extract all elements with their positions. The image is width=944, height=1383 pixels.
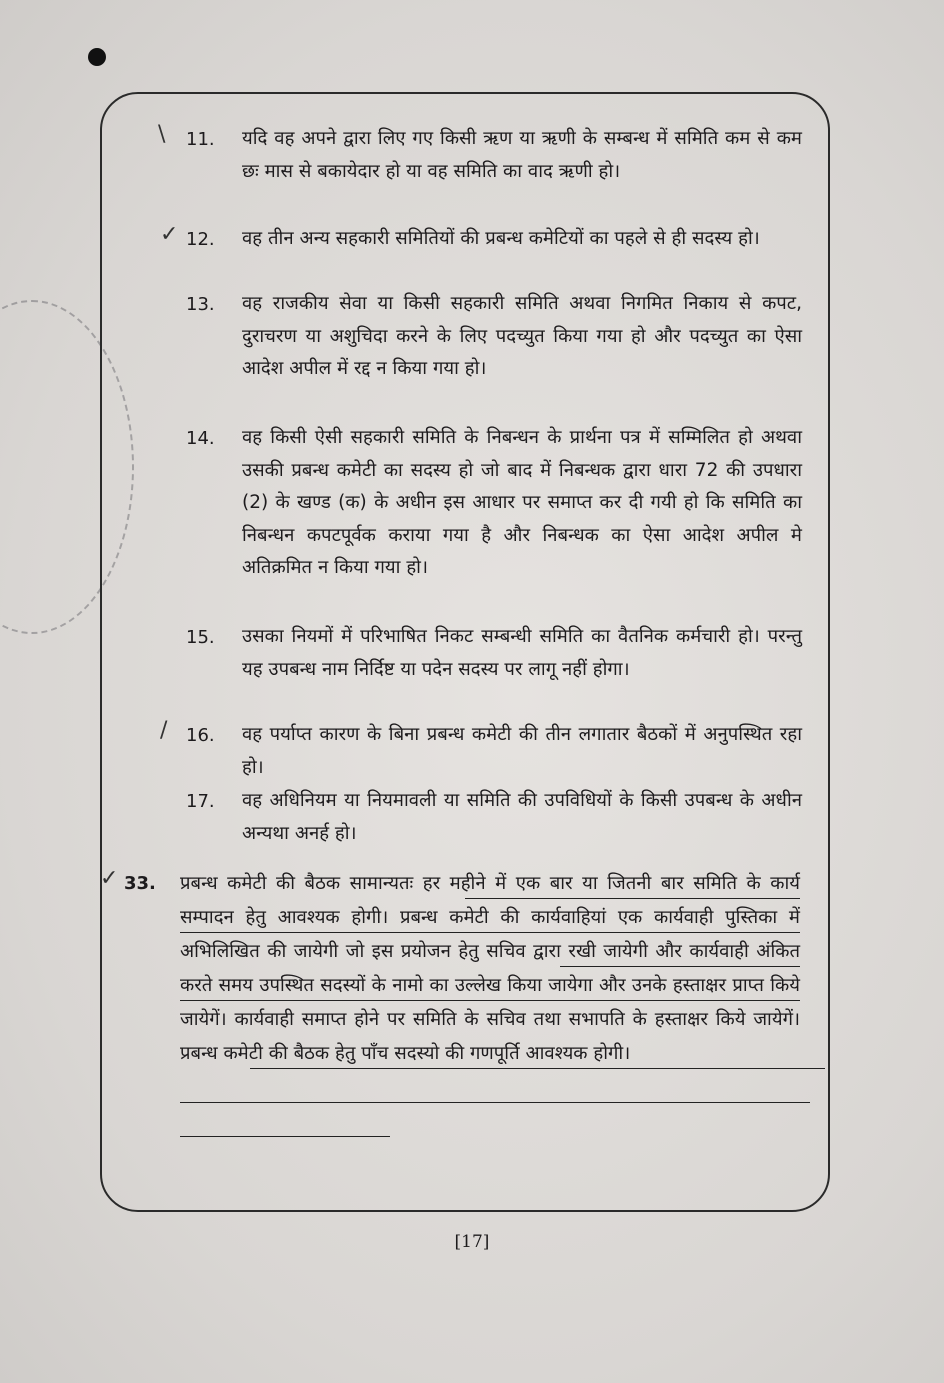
pen-underline — [560, 966, 800, 967]
tick-mark-icon: ✓ — [160, 222, 179, 247]
section-text: प्रबन्ध कमेटी की बैठक सामान्यतः हर महीने में एक बार या जितनी बार समिति के कार्य सम्पादन हेतु आवश्यक होगी। प्रबन्ध कमेटी की कार्यवाहियां एक कार्यवाही पुस्तिका में अभिलिखित की जायेगी जो इस प्रयोजन हेतु सचिव द्वारा रखी जायेगी और कार्यवाही अंकित करते समय उपस्थित सदस्यों के नामो का उल्लेख किया जायेगा और उनके हस्ताक्षर प्राप्त किये जायेगें। कार्यवाही समाप्त होने पर समिति के सचिव तथा सभापति के हस्ताक्षर किये जायेगें। प्रबन्ध कमेटी की बैठक हेतु पाँच सदस्यो की गणपूर्ति आवश्यक होगी। — [180, 873, 800, 1064]
item-text: उसका नियमों में परिभाषित निकट सम्बन्धी समिति का वैतनिक कर्मचारी हो। परन्तु यह उपबन्ध नाम निर्दिष्ट या पदेन सदस्य पर लागू नहीं होगा। — [242, 626, 802, 680]
item-text: वह तीन अन्य सहकारी समितियों की प्रबन्ध कमेटियों का पहले से ही सदस्य हो। — [242, 228, 760, 249]
item-number: 14. — [186, 428, 215, 449]
item-text: वह किसी ऐसी सहकारी समिति के निबन्धन के प्रार्थना पत्र में सम्मिलित हो अथवा उसकी प्रबन्ध कमेटी का सदस्य हो जो बाद में निबन्धक द्वारा धारा 72 की उपधारा (2) के खण्ड (क) के अधीन इस आधार पर समाप्त कर दी गयी हो कि समिति का निबन्धन कपटपूर्वक कराया गया है और निबन्धक का ऐसा आदेश अपील मे अतिक्रमित न किया गया हो। — [242, 427, 802, 578]
item-text: वह राजकीय सेवा या किसी सहकारी समिति अथवा निगमित निकाय से कपट, दुराचरण या अशुचिदा करने के लिए पदच्युत किया गया हो और पदच्युत का ऐसा आदेश अपील में रद्द न किया गया हो। — [242, 293, 802, 379]
item-number: 12. — [186, 229, 215, 250]
page-number: [17] — [454, 1232, 490, 1252]
item-number: 16. — [186, 725, 215, 746]
item-text: वह अधिनियम या नियमावली या समिति की उपविधियों के किसी उपबन्ध के अधीन अन्यथा अनर्ह हो। — [242, 790, 802, 844]
tick-mark-icon: / — [160, 718, 168, 743]
item-text: वह पर्याप्त कारण के बिना प्रबन्ध कमेटी की तीन लगातार बैठकों में अनुपस्थित रहा हो। — [242, 724, 802, 778]
item-number: 11. — [186, 129, 215, 150]
item-number: 17. — [186, 791, 215, 812]
tick-mark-icon: ✓ — [100, 866, 119, 891]
section-number: 33. — [124, 873, 156, 894]
pen-underline — [465, 898, 800, 899]
item-number: 13. — [186, 294, 215, 315]
pen-underline — [180, 1136, 390, 1137]
pen-underline — [180, 1000, 800, 1001]
pen-underline — [250, 1068, 825, 1069]
punch-hole — [88, 48, 106, 66]
item-text: यदि वह अपने द्वारा लिए गए किसी ऋण या ऋणी के सम्बन्ध में समिति कम से कम छः मास से बकायेदार हो या वह समिति का वाद ऋणी हो। — [242, 128, 802, 182]
tick-mark-icon: \ — [158, 122, 166, 147]
pen-underline — [180, 932, 800, 933]
pen-underline — [180, 1102, 810, 1103]
item-number: 15. — [186, 627, 215, 648]
